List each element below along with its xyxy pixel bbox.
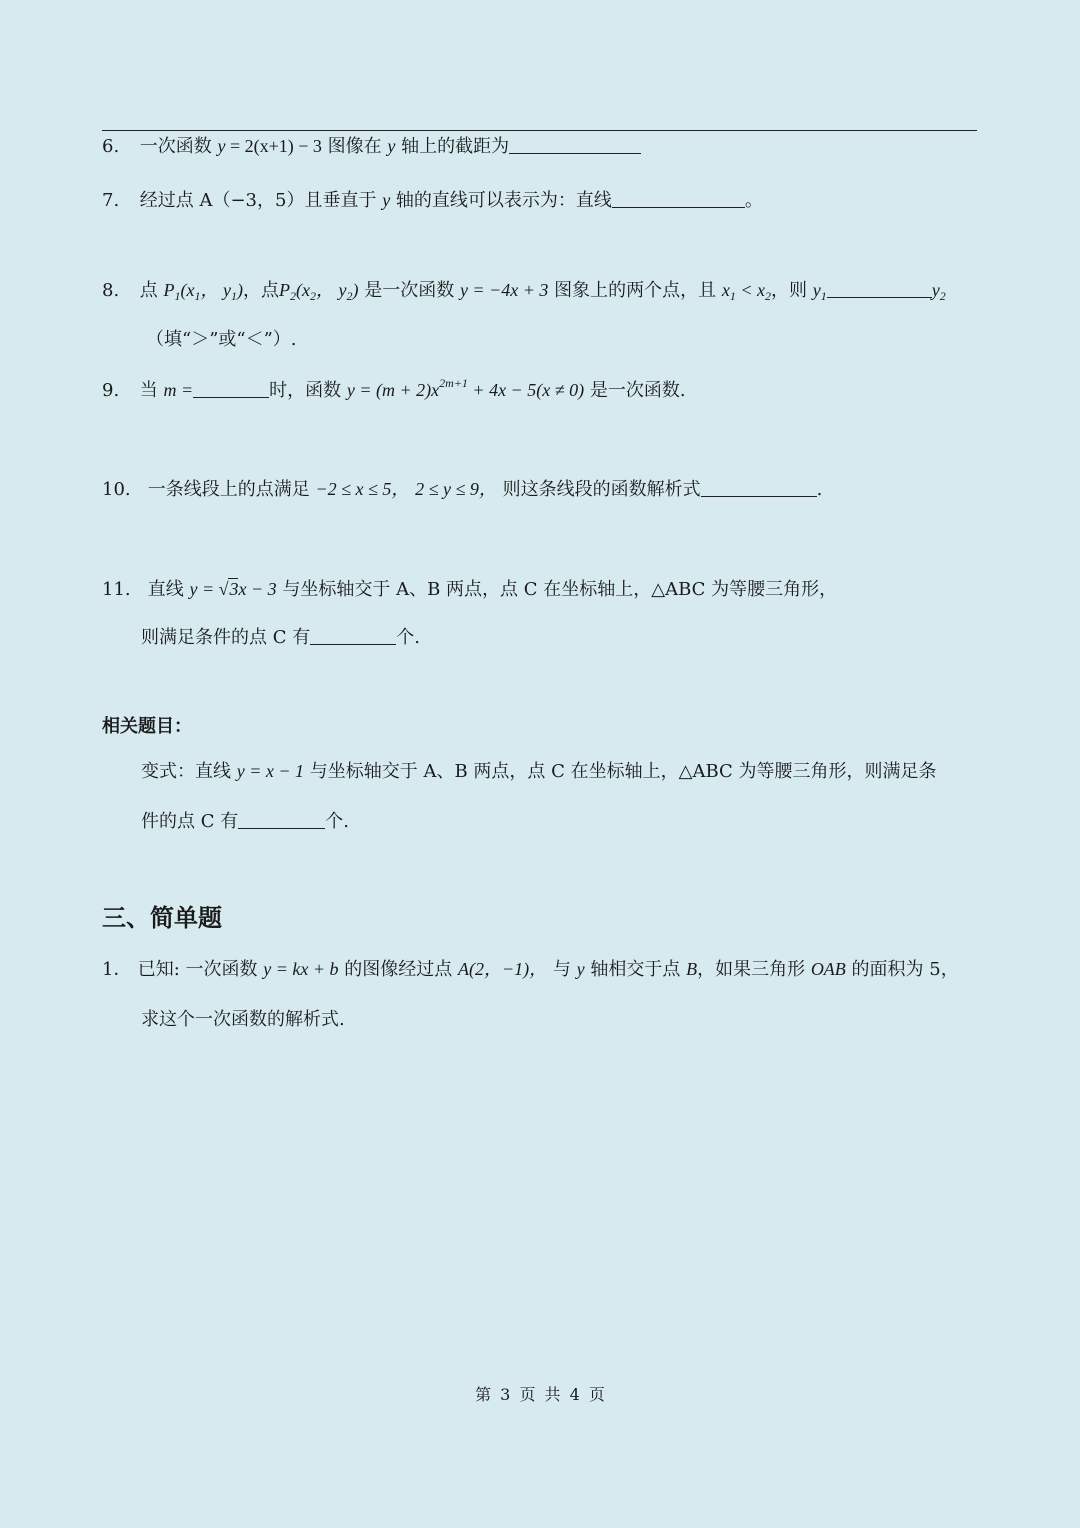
question-11: [102, 577, 837, 602]
math-expression: $y = (m + 2)x^{2m+1} + 4x - 5(x \ne 0)$: [346, 376, 585, 400]
answer-blank[interactable]: [827, 279, 932, 298]
math-expression: y = kx + b: [263, 959, 339, 979]
answer-blank[interactable]: [612, 189, 745, 208]
short-answer-1: [102, 957, 959, 982]
question-text: 轴的直线可以表示为：直线: [395, 190, 612, 211]
answer-blank[interactable]: [509, 135, 641, 154]
question-10: [102, 477, 822, 502]
answer-blank[interactable]: [193, 379, 269, 398]
question-text: 已知: 一次函数: [137, 959, 258, 980]
answer-blank[interactable]: [701, 478, 817, 497]
question-text: ，点: [242, 280, 279, 301]
point-p1: $P_1(x_1$， $y_1$): [163, 280, 243, 303]
question-text: 一条线段上的点满足: [147, 479, 310, 500]
math-expression: = 2(x+1) − 3: [225, 136, 322, 156]
question-text: 是一次函数: [364, 280, 455, 301]
question-text: 图象上的两个点，且: [554, 280, 717, 301]
related-question: [141, 759, 937, 784]
math-expression: y = x − 1: [236, 761, 305, 781]
header-rule: [102, 130, 977, 131]
page-footer: 第 3 页 共 4 页: [475, 1385, 605, 1404]
question-text: ，如果三角形: [697, 959, 806, 980]
question-text: 一次函数: [139, 136, 212, 157]
question-number: 6.: [102, 136, 120, 157]
question-text: 点: [139, 280, 158, 301]
question-text: 当: [139, 380, 158, 401]
question-number: 7.: [102, 190, 120, 211]
short-answer-1-line2: 求这个一次函数的解析式.: [141, 1009, 345, 1030]
question-text: 。: [744, 190, 763, 211]
math-var: y: [387, 136, 396, 156]
question-text: .: [816, 479, 823, 500]
point-p2: $P_2(x_2$， $y_2$): [278, 280, 359, 303]
math-var: B: [686, 959, 698, 979]
question-number: 9.: [102, 380, 120, 401]
math-var: y: [217, 136, 226, 156]
answer-blank[interactable]: [310, 626, 396, 645]
math-var: $y_1$: [812, 280, 827, 303]
math-var: y: [576, 959, 585, 979]
question-text: 经过点 A（−3，5）且垂直于: [139, 190, 377, 211]
math-expression: y = −4x + 3: [459, 280, 549, 300]
math-point: A(2，−1)，: [458, 959, 548, 979]
question-text: 时，函数: [269, 380, 342, 401]
question-text: 图像在: [327, 136, 382, 157]
math-inequality: 2 ≤ y ≤ 9，: [415, 479, 497, 499]
question-text: 与坐标轴交于 A、B 两点，点 C 在坐标轴上，△ABC 为等腰三角形，: [282, 579, 838, 600]
question-number: 10.: [102, 479, 131, 500]
question-text: 件的点 C 有: [141, 811, 239, 832]
question-text: 的面积为 5，: [851, 959, 959, 980]
answer-blank[interactable]: [238, 810, 325, 829]
question-number: 11.: [102, 579, 131, 600]
math-var: OAB: [810, 959, 846, 979]
question-11-line2: [141, 626, 420, 650]
question-text: 是一次函数.: [589, 380, 686, 401]
question-8: [102, 278, 946, 303]
question-6: [102, 134, 641, 159]
question-text: 个.: [396, 627, 420, 648]
question-text: 与: [552, 959, 571, 980]
question-text: 则这条线段的函数解析式: [502, 479, 701, 500]
related-heading: 相关题目：: [102, 716, 192, 737]
math-var: $y_2$: [931, 280, 946, 303]
question-text: 变式：直线: [141, 761, 231, 782]
section-title: 三、简单题: [102, 904, 222, 932]
question-text: 轴上的截距为: [401, 136, 510, 157]
math-var: y: [382, 190, 391, 210]
question-text: ，则: [770, 280, 807, 301]
question-9: [102, 378, 686, 403]
question-text: 个.: [325, 811, 349, 832]
question-text: 直线: [147, 579, 184, 600]
question-7: [102, 188, 763, 213]
question-text: 则满足条件的点 C 有: [141, 627, 311, 648]
question-number: 1．: [102, 959, 132, 980]
math-expression: y = √3x − 3: [189, 579, 277, 599]
math-inequality: −2 ≤ x ≤ 5，: [315, 479, 410, 499]
math-var: m =: [163, 380, 194, 400]
question-text: 的图像经过点: [344, 959, 453, 980]
question-text: 轴相交于点: [590, 959, 681, 980]
question-text: 与坐标轴交于 A、B 两点，点 C 在坐标轴上，△ABC 为等腰三角形，则满足条: [309, 761, 937, 782]
question-number: 8.: [102, 280, 120, 301]
related-question-line2: [141, 810, 349, 834]
math-inequality: $x_1 < x_2$: [721, 280, 771, 303]
question-8-note: （填“＞”或“＜”）.: [146, 329, 297, 350]
